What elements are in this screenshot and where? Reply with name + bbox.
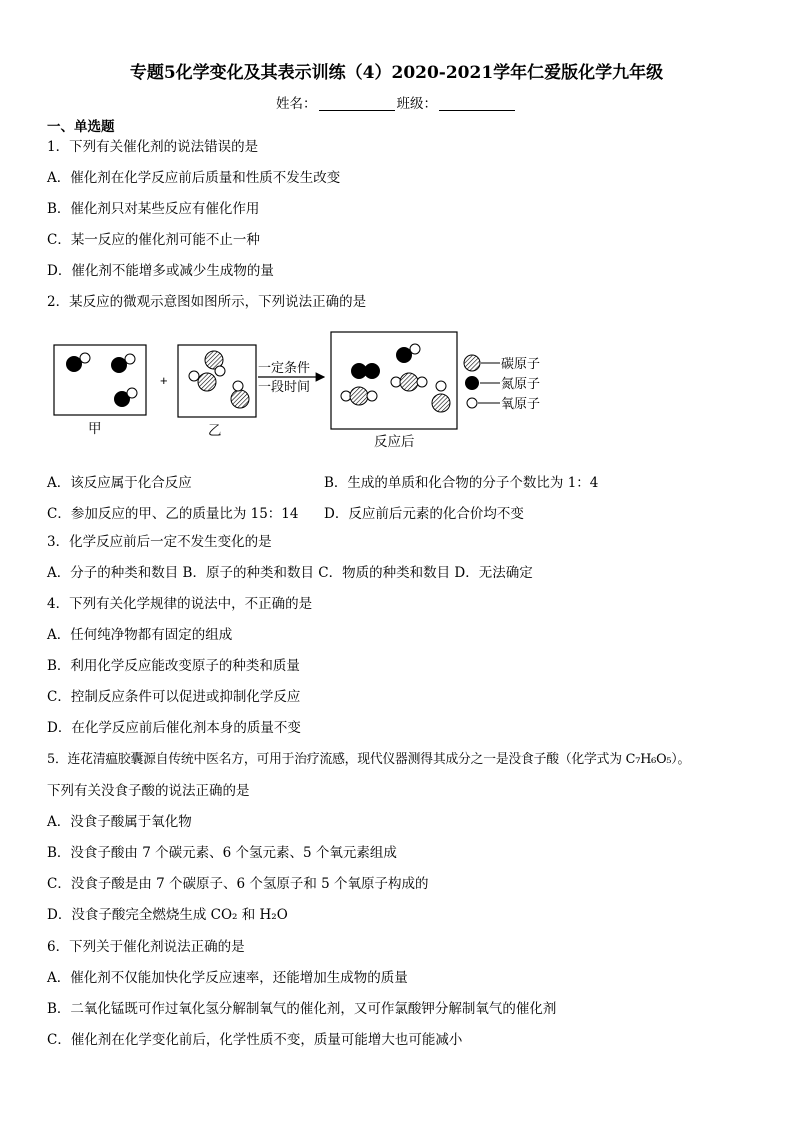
n-atom <box>67 357 82 372</box>
o-atom <box>127 388 137 398</box>
legend-carbon-icon <box>464 355 480 371</box>
plus-sign: + <box>160 373 168 388</box>
legend-nitrogen: 氮原子 <box>501 377 541 392</box>
o-atom <box>125 354 135 364</box>
q5-option-c: C．没食子酸是由 7 个碳原子、6 个氢原子和 5 个氧原子构成的 <box>47 876 429 892</box>
o-atom <box>410 344 420 354</box>
q6-option-b: B．二氧化锰既可作过氧化氢分解制氧气的催化剂，又可作氯酸钾分解制氧气的催化剂 <box>47 1001 557 1017</box>
q2-option-b: B．生成的单质和化合物的分子个数比为 1：4 <box>324 475 599 491</box>
q5-option-b: B．没食子酸由 7 个碳元素、6 个氢元素、5 个氧元素组成 <box>47 845 397 861</box>
condition-line-2: 一段时间 <box>258 380 311 395</box>
label-jia: 甲 <box>88 421 102 437</box>
q6-stem: 6．下列关于催化剂说法正确的是 <box>47 939 245 955</box>
q5-option-a: A．没食子酸属于氧化物 <box>47 814 192 830</box>
q1-option-a: A．催化剂在化学反应前后质量和性质不发生改变 <box>47 170 341 186</box>
o-atom <box>436 381 446 391</box>
q6-option-a: A．催化剂不仅能加快化学反应速率，还能增加生成物的质量 <box>47 970 408 986</box>
c-atom <box>198 373 216 391</box>
q2-option-c: C．参加反应的甲、乙的质量比为 15：14 <box>47 506 299 522</box>
q2-option-d: D．反应前后元素的化合价均不变 <box>324 506 524 522</box>
q4-stem: 4．下列有关化学规律的说法中，不正确的是 <box>47 596 313 612</box>
q1-stem: 1．下列有关催化剂的说法错误的是 <box>47 139 259 155</box>
o-atom <box>215 366 225 376</box>
q4-option-d: D．在化学反应前后催化剂本身的质量不变 <box>47 720 301 736</box>
q5-stem: 5．连花清瘟胶囊源自传统中医名方，可用于治疗流感，现代仪器测得其成分之一是没食子酸（化学式为 C₇H₆O₅）。 <box>47 752 691 767</box>
name-label: 姓名： <box>276 96 317 112</box>
label-yi: 乙 <box>208 423 222 439</box>
c-atom <box>400 373 418 391</box>
q1-option-c: C．某一反应的催化剂可能不止一种 <box>47 232 260 248</box>
q2-option-a: A．该反应属于化合反应 <box>47 475 192 491</box>
q2-stem: 2．某反应的微观示意图如图所示，下列说法正确的是 <box>47 294 367 310</box>
q1-option-d: D．催化剂不能增多或减少生成物的量 <box>47 263 274 279</box>
q5-stem-2: 下列有关没食子酸的说法正确的是 <box>47 783 250 799</box>
legend-nitrogen-icon <box>466 377 479 390</box>
class-label: 班级： <box>396 96 437 112</box>
c-atom <box>432 394 450 412</box>
c-atom <box>350 387 368 405</box>
q4-option-b: B．利用化学反应能改变原子的种类和质量 <box>47 658 300 674</box>
q3-stem: 3．化学反应前后一定不发生变化的是 <box>47 534 272 550</box>
q3-options: A．分子的种类和数目 B．原子的种类和数目 C．物质的种类和数目 D．无法确定 <box>47 565 533 581</box>
o-atom <box>80 353 90 363</box>
n-atom <box>365 364 380 379</box>
legend-oxygen: 氧原子 <box>501 397 541 412</box>
section-heading: 一、单选题 <box>47 119 115 135</box>
legend-carbon: 碳原子 <box>501 357 541 372</box>
q4-option-c: C．控制反应条件可以促进或抑制化学反应 <box>47 689 301 705</box>
page-title: 专题5化学变化及其表示训练（4）2020-2021学年仁爱版化学九年级 <box>129 63 664 83</box>
c-atom <box>231 390 249 408</box>
q6-option-c: C．催化剂在化学变化前后，化学性质不变，质量可能增大也可能减小 <box>47 1032 463 1048</box>
q1-option-b: B．催化剂只对某些反应有催化作用 <box>47 201 260 217</box>
q5-option-d: D．没食子酸完全燃烧生成 CO₂ 和 H₂O <box>47 907 288 923</box>
o-atom <box>367 391 377 401</box>
n-atom <box>397 348 412 363</box>
q4-option-a: A．任何纯净物都有固定的组成 <box>47 627 233 643</box>
n-atom <box>112 358 127 373</box>
label-after: 反应后 <box>374 434 415 450</box>
o-atom <box>189 371 199 381</box>
o-atom <box>233 381 243 391</box>
o-atom <box>417 377 427 387</box>
condition-line-1: 一定条件 <box>258 361 311 376</box>
legend-oxygen-icon <box>467 398 477 408</box>
